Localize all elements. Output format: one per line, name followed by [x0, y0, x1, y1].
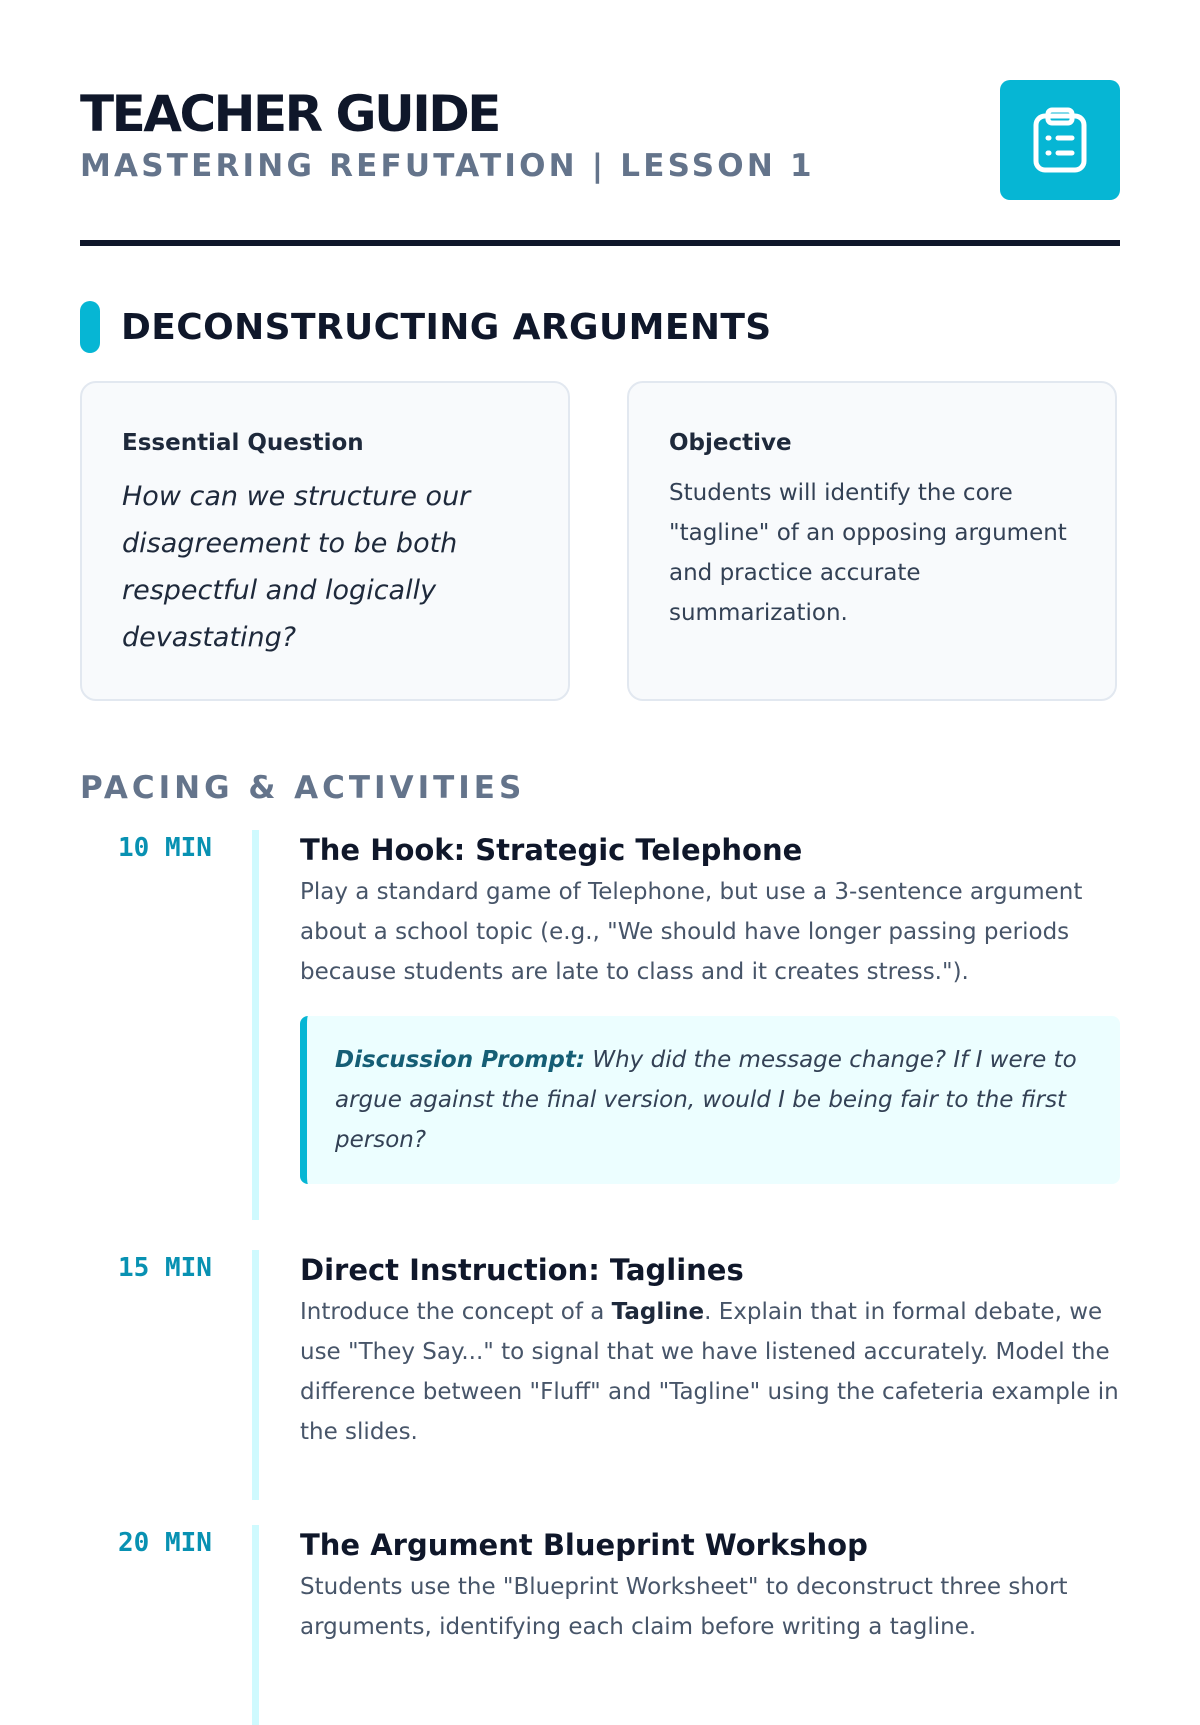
activity-time: 15 MIN	[118, 1253, 212, 1283]
discussion-prompt-label: Discussion Prompt:	[335, 1047, 586, 1073]
section-accent-bar	[80, 301, 100, 353]
discussion-prompt-callout	[300, 1016, 1120, 1184]
activity-blueprint-workshop	[80, 1525, 1120, 1725]
timeline-line	[252, 1525, 259, 1725]
activity-title: Direct Instruction: Taglines	[300, 1253, 744, 1287]
page-header	[80, 80, 1120, 240]
essential-question-card	[80, 381, 570, 701]
clipboard-list-icon	[1032, 107, 1088, 173]
discussion-prompt-text: Why did the message change? If I were to argue against the final version, would I be being fair to the first person?	[335, 1047, 1077, 1153]
tagline-term: Tagline	[611, 1299, 705, 1325]
activity-body	[300, 830, 1120, 1184]
objective-card	[627, 381, 1117, 701]
page-subtitle: MASTERING REFUTATION | LESSON 1	[80, 148, 815, 184]
timeline-line	[252, 830, 259, 1220]
activity-time: 20 MIN	[118, 1528, 212, 1558]
activity-title: The Hook: Strategic Telephone	[300, 833, 803, 867]
objective-text: Students will identify the core "tagline" of an opposing argument and practice accurate summarization.	[669, 480, 1067, 626]
clipboard-badge	[1000, 80, 1120, 200]
activity-hook	[80, 830, 1120, 1240]
section-title: DECONSTRUCTING ARGUMENTS	[121, 306, 772, 348]
activity-body	[300, 1525, 1120, 1647]
discussion-prompt	[335, 1040, 1096, 1160]
essential-question-label: Essential Question	[122, 430, 364, 456]
timeline-line	[252, 1250, 259, 1500]
description-part: . Explain that in formal debate, we use "They Say..." to signal that we have listened accurately. Model the difference between "Fluff" and "Tagline" using the cafeteria example in the slides.	[300, 1299, 1119, 1445]
lesson-cards	[80, 381, 1120, 705]
objective-label: Objective	[669, 430, 792, 456]
activity-description: Students use the "Blueprint Worksheet" to deconstruct three short arguments, identifying each claim before writing a tagline.	[300, 1574, 1068, 1640]
description-part: Introduce the concept of a	[300, 1299, 612, 1325]
teacher-guide-page	[80, 80, 1120, 1640]
activity-time: 10 MIN	[118, 833, 212, 863]
pacing-heading: PACING & ACTIVITIES	[80, 770, 526, 806]
header-divider	[80, 240, 1120, 246]
page-title: TEACHER GUIDE	[80, 85, 499, 143]
activity-title: The Argument Blueprint Workshop	[300, 1528, 868, 1562]
section-heading	[80, 301, 772, 353]
essential-question-text: How can we structure our disagreement to be both respectful and logically devastating?	[122, 481, 471, 653]
activity-description	[300, 1292, 1120, 1452]
activity-body	[300, 1250, 1120, 1452]
activity-direct-instruction	[80, 1250, 1120, 1510]
activity-description: Play a standard game of Telephone, but use a 3-sentence argument about a school topic (e.g., "We should have longer passing periods because students are late to class and it creates stress.").	[300, 879, 1083, 985]
